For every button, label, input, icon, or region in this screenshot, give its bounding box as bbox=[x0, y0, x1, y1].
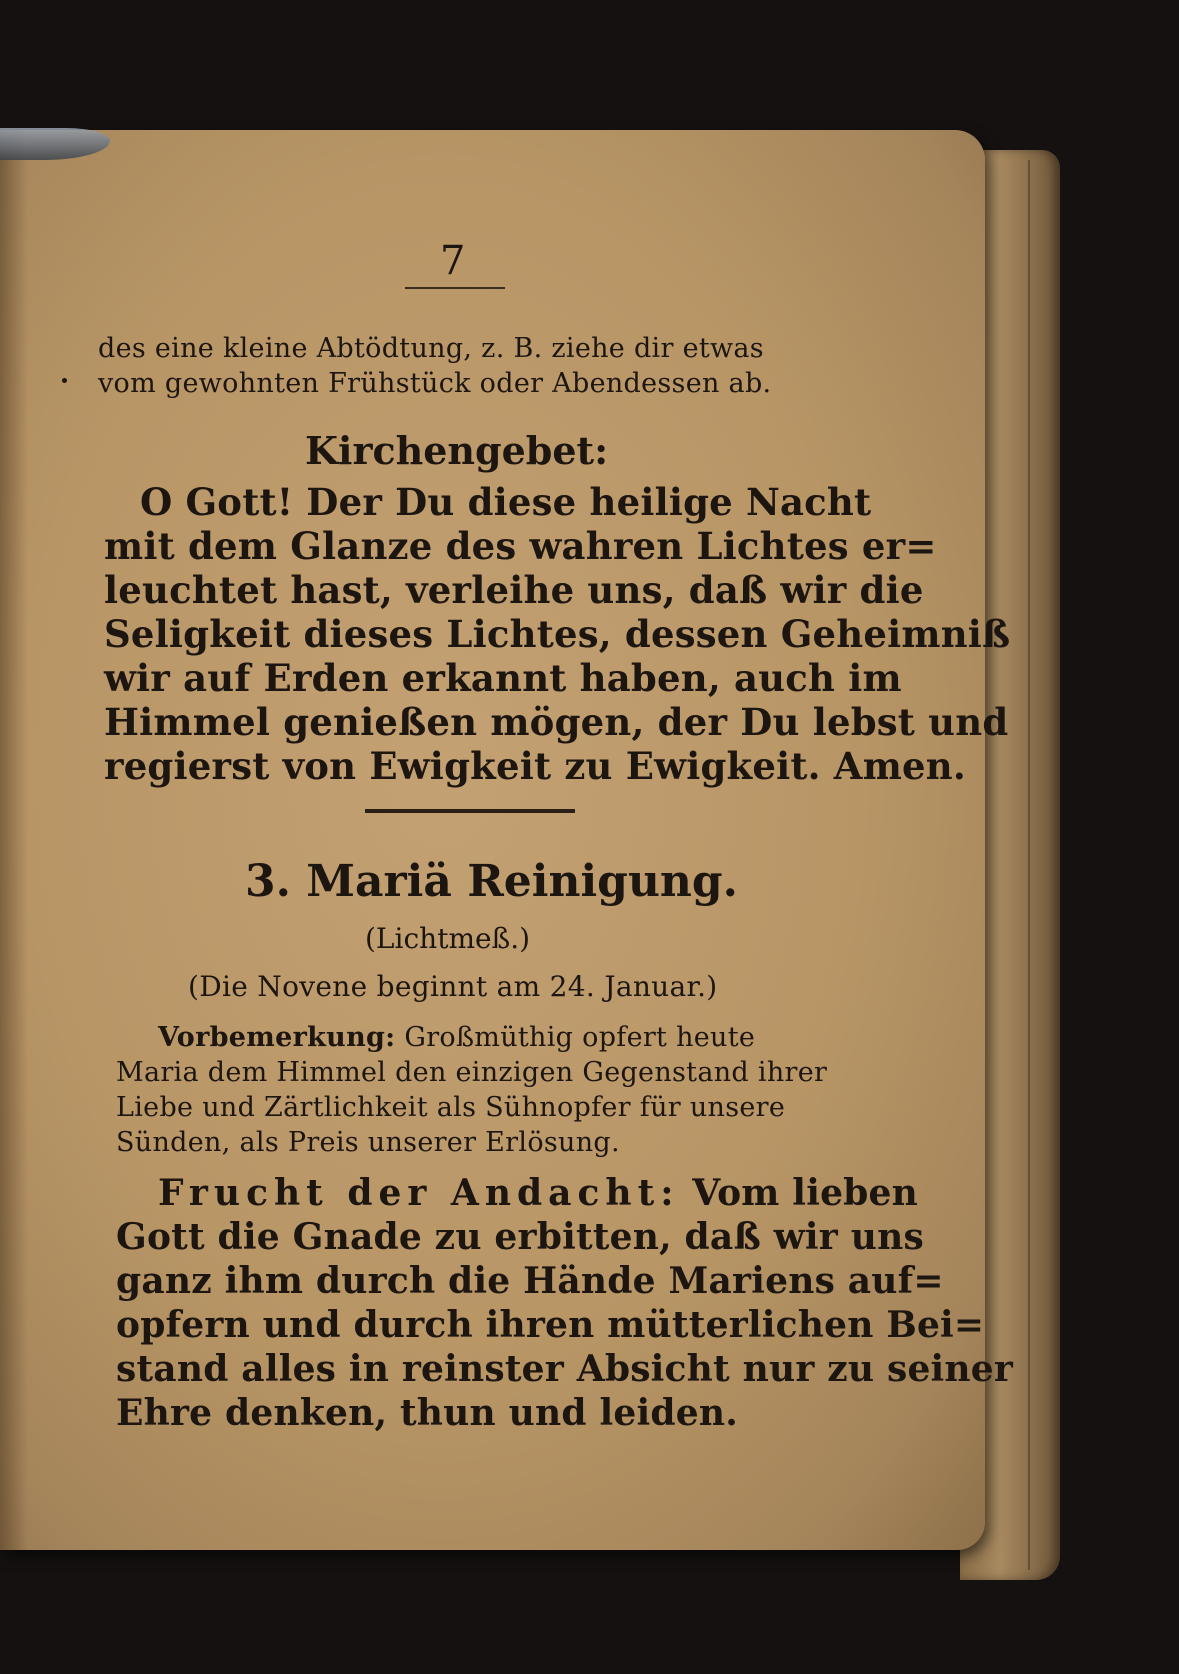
preface-line-1-text: Großmüthig opfert heute bbox=[395, 1022, 756, 1053]
preface-line-1 bbox=[158, 1022, 755, 1053]
prayer-line-6: Himmel genießen mögen, der Du lebst und bbox=[104, 700, 1009, 744]
section-title: 3. Mariä Reinigung. bbox=[245, 856, 739, 907]
intro-line-2: vom gewohnten Frühstück oder Abendessen ab. bbox=[98, 368, 772, 399]
fruit-line-1 bbox=[158, 1172, 918, 1214]
section-divider bbox=[365, 809, 575, 813]
page-number: 7 bbox=[440, 238, 466, 284]
fruit-label: Frucht der Andacht: bbox=[158, 1172, 680, 1214]
prayer-line-3: leuchtet hast, verleihe uns, daß wir die bbox=[104, 568, 924, 612]
fruit-line-2: Gott die Gnade zu erbitten, daß wir uns bbox=[116, 1216, 924, 1258]
fruit-line-1-text: Vom lieben bbox=[679, 1172, 919, 1214]
preface-label: Vorbemerkung: bbox=[158, 1022, 396, 1053]
fruit-line-5: stand alles in reinster Absicht nur zu seiner bbox=[116, 1348, 1014, 1390]
preface-line-2: Maria dem Himmel den einzigen Gegenstand ihrer bbox=[116, 1057, 828, 1088]
preface-line-3: Liebe und Zärtlichkeit als Sühnopfer für unsere bbox=[116, 1092, 786, 1123]
novena-note: (Die Novene beginnt am 24. Januar.) bbox=[188, 970, 718, 1003]
section-subtitle: (Lichtmeß.) bbox=[365, 922, 531, 955]
preface-line-4: Sünden, als Preis unserer Erlösung. bbox=[116, 1127, 620, 1158]
page-number-rule bbox=[405, 287, 505, 289]
intro-line-1: des eine kleine Abtödtung, z. B. ziehe dir etwas bbox=[98, 333, 764, 364]
prayer-line-5: wir auf Erden erkannt haben, auch im bbox=[104, 656, 902, 700]
prayer-line-4: Seligkeit dieses Lichtes, dessen Geheimniß bbox=[104, 612, 1011, 656]
prayer-line-1: O Gott! Der Du diese heilige Nacht bbox=[140, 480, 872, 524]
prayer-heading: Kirchengebet: bbox=[305, 428, 609, 473]
prayer-line-7: regierst von Ewigkeit zu Ewigkeit. Amen. bbox=[104, 744, 966, 788]
fruit-line-6: Ehre denken, thun und leiden. bbox=[116, 1392, 738, 1434]
ink-mark bbox=[62, 378, 67, 383]
fruit-line-4: opfern und durch ihren mütterlichen Bei= bbox=[116, 1304, 985, 1346]
prayer-line-2: mit dem Glanze des wahren Lichtes er= bbox=[104, 524, 937, 568]
fruit-line-3: ganz ihm durch die Hände Mariens auf= bbox=[116, 1260, 944, 1302]
